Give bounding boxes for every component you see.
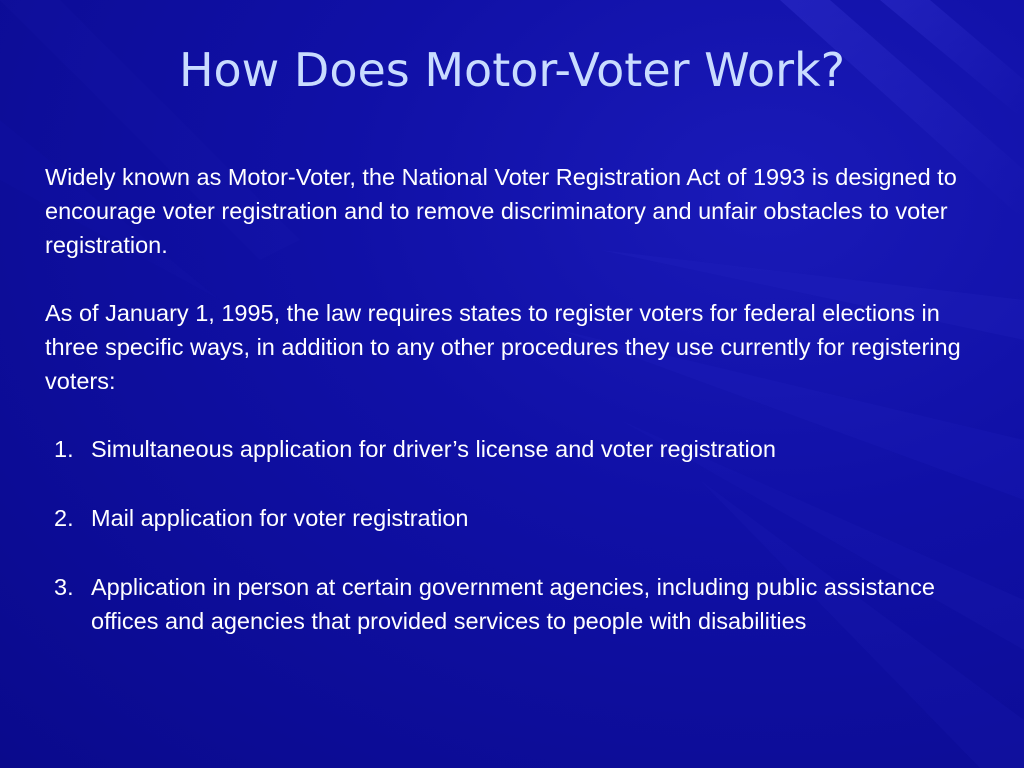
list-item-text: Mail application for voter registration — [91, 505, 469, 531]
list-item-text: Simultaneous application for driver’s license and voter registration — [91, 436, 776, 462]
list-item-number: 3. — [54, 574, 74, 600]
slide-title: How Does Motor-Voter Work? — [178, 43, 846, 97]
list-item-text: Application in person at certain government agencies, including public assistance offices and agencies that provided services to people with disabilities — [91, 574, 935, 634]
requirements-paragraph: As of January 1, 1995, the law requires states to register voters for federal elections in three specific ways, in addition to any other procedures they use currently for registering voters: — [45, 300, 961, 394]
list-item-number: 1. — [54, 436, 74, 462]
intro-paragraph: Widely known as Motor-Voter, the National Voter Registration Act of 1993 is designed to encourage voter registration and to remove discriminatory and unfair obstacles to voter registration. — [45, 164, 957, 258]
list-item-number: 2. — [54, 505, 74, 531]
